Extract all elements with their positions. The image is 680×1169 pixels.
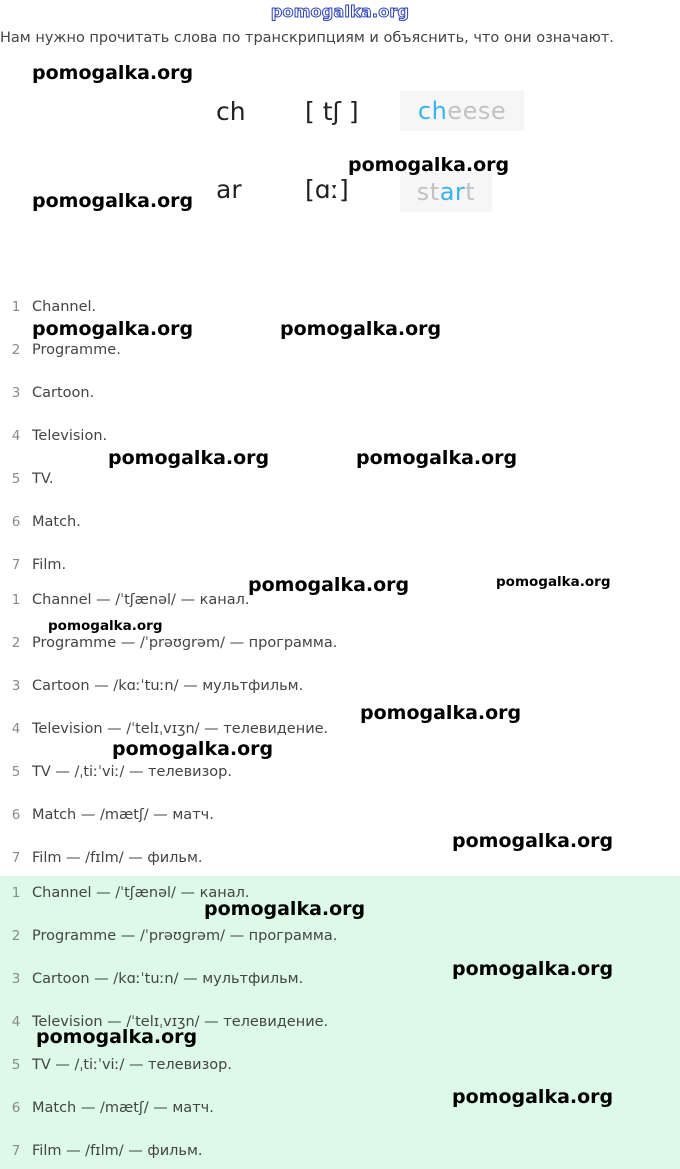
list-item bbox=[0, 1143, 203, 1163]
item-number: 7 bbox=[11, 1143, 21, 1159]
list-item bbox=[0, 807, 214, 827]
watermark: pomogalka.org bbox=[452, 958, 614, 980]
item-number: 4 bbox=[11, 1014, 21, 1030]
watermark: pomogalka.org bbox=[280, 318, 442, 340]
word-prefix: st bbox=[416, 178, 440, 206]
item-number: 5 bbox=[11, 764, 21, 780]
item-number: 5 bbox=[11, 1057, 21, 1073]
list-item bbox=[0, 850, 203, 870]
list-item bbox=[0, 428, 107, 448]
item-number: 1 bbox=[11, 299, 21, 315]
watermark: pomogalka.org bbox=[496, 574, 611, 590]
watermark: pomogalka.org bbox=[112, 738, 274, 760]
list-item bbox=[0, 592, 250, 612]
item-number: 6 bbox=[11, 807, 21, 823]
item-number: 5 bbox=[11, 471, 21, 487]
word-highlight: ch bbox=[417, 97, 448, 125]
phonics-word-card-start bbox=[400, 172, 492, 212]
item-text: Match — /mætʃ/ — матч. bbox=[32, 1100, 214, 1116]
list-item bbox=[0, 678, 303, 698]
list-item bbox=[0, 928, 337, 948]
item-text: Programme. bbox=[32, 342, 121, 358]
watermark: pomogalka.org bbox=[452, 830, 614, 852]
watermark: pomogalka.org bbox=[32, 62, 194, 84]
item-text: Film — /fɪlm/ — фильм. bbox=[32, 850, 203, 866]
item-text: TV — /ˌtiːˈviː/ — телевизор. bbox=[32, 764, 232, 780]
item-text: Film — /fɪlm/ — фильм. bbox=[32, 1143, 203, 1159]
phonics-letters-ar: ar bbox=[216, 175, 242, 204]
task-instruction: Нам нужно прочитать слова по транскрипциям и объяснить, что они означают. bbox=[0, 30, 614, 46]
item-text: Television — /ˈtelɪˌvɪʒn/ — телевидение. bbox=[32, 721, 329, 737]
item-number: 7 bbox=[11, 557, 21, 573]
phonics-ipa-ch: [ tʃ ] bbox=[305, 97, 359, 126]
item-number: 1 bbox=[11, 885, 21, 901]
item-number: 2 bbox=[11, 635, 21, 651]
item-number: 4 bbox=[11, 721, 21, 737]
item-number: 3 bbox=[11, 971, 21, 987]
item-text: Film. bbox=[32, 557, 67, 573]
item-number: 3 bbox=[11, 385, 21, 401]
item-text: TV — /ˌtiːˈviː/ — телевизор. bbox=[32, 1057, 232, 1073]
list-item bbox=[0, 342, 121, 362]
item-text: Cartoon — /kɑːˈtuːn/ — мультфильм. bbox=[32, 971, 304, 987]
item-number: 6 bbox=[11, 514, 21, 530]
item-number: 7 bbox=[11, 850, 21, 866]
watermark: pomogalka.org bbox=[248, 574, 410, 596]
item-number: 6 bbox=[11, 1100, 21, 1116]
watermark: pomogalka.org bbox=[356, 447, 518, 469]
phonics-ipa-ar: [ɑː] bbox=[305, 175, 349, 204]
list-item bbox=[0, 299, 96, 319]
word-highlight: ar bbox=[439, 178, 466, 206]
item-text: Match. bbox=[32, 514, 81, 530]
item-text: TV. bbox=[32, 471, 54, 487]
word-rest: t bbox=[465, 178, 476, 206]
item-text: Channel — /ˈtʃænəl/ — канал. bbox=[32, 885, 250, 901]
watermark: pomogalka.org bbox=[32, 190, 194, 212]
list-item bbox=[0, 1100, 214, 1120]
phonics-word-card-cheese bbox=[400, 91, 524, 131]
item-text: Channel. bbox=[32, 299, 97, 315]
watermark: pomogalka.org bbox=[360, 702, 522, 724]
list-item bbox=[0, 635, 337, 655]
watermark: pomogalka.org bbox=[452, 1086, 614, 1108]
watermark: pomogalka.org bbox=[108, 447, 270, 469]
watermark: pomogalka.org bbox=[32, 318, 194, 340]
word-rest: eese bbox=[447, 97, 507, 125]
watermark: pomogalka.org bbox=[348, 154, 510, 176]
list-item bbox=[0, 471, 54, 491]
item-text: Television. bbox=[32, 428, 108, 444]
watermark: pomogalka.org bbox=[48, 618, 163, 634]
item-text: Programme — /ˈprəʊɡrəm/ — программа. bbox=[32, 928, 338, 944]
item-text: Programme — /ˈprəʊɡrəm/ — программа. bbox=[32, 635, 338, 651]
watermark: pomogalka.org bbox=[204, 898, 366, 920]
list-item bbox=[0, 557, 66, 577]
item-text: Cartoon — /kɑːˈtuːn/ — мультфильм. bbox=[32, 678, 304, 694]
item-text: Cartoon. bbox=[32, 385, 95, 401]
watermark: pomogalka.org bbox=[36, 1026, 198, 1048]
list-item bbox=[0, 514, 81, 534]
item-text: Channel — /ˈtʃænəl/ — канал. bbox=[32, 592, 250, 608]
item-number: 2 bbox=[11, 928, 21, 944]
phonics-letters-ch: ch bbox=[216, 97, 246, 126]
list-item bbox=[0, 385, 94, 405]
list-item bbox=[0, 1057, 232, 1077]
item-number: 1 bbox=[11, 592, 21, 608]
item-text: Television — /ˈtelɪˌvɪʒn/ — телевидение. bbox=[32, 1014, 329, 1030]
item-number: 4 bbox=[11, 428, 21, 444]
list-item bbox=[0, 971, 303, 991]
item-number: 3 bbox=[11, 678, 21, 694]
item-number: 2 bbox=[11, 342, 21, 358]
list-item bbox=[0, 764, 232, 784]
item-text: Match — /mætʃ/ — матч. bbox=[32, 807, 214, 823]
site-logo[interactable]: pomogalka.org bbox=[270, 2, 410, 21]
